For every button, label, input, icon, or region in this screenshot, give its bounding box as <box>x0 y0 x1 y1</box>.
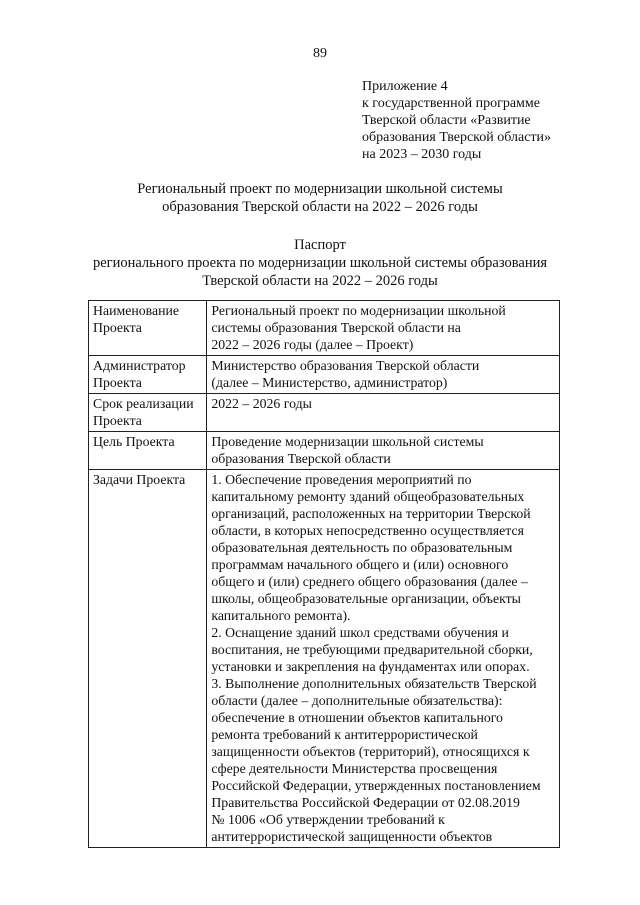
row-label-line: Наименование <box>93 303 179 318</box>
appendix-line: Тверской области «Развитие <box>362 113 531 128</box>
row-value-line: программам начального общего и (или) основного <box>211 557 509 572</box>
page-number: 89 <box>313 46 327 61</box>
appendix-line: Приложение 4 <box>362 79 448 94</box>
row-value-line: школы, общеобразовательные организации, объекты <box>211 591 521 606</box>
row-label-line: Срок реализации <box>93 396 194 411</box>
row-value-line: Региональный проект по модернизации школьной <box>211 303 506 318</box>
table-row <box>89 356 560 394</box>
row-value-line: (далее – Министерство, администратор) <box>211 375 448 390</box>
row-value-cell <box>207 394 560 432</box>
appendix-line: на 2023 – 2030 годы <box>362 147 482 162</box>
row-value-cell <box>207 470 560 848</box>
row-value-line: ремонта требований к антитеррористической <box>211 727 478 742</box>
row-label-line: Администратор <box>93 358 186 373</box>
row-label-cell <box>89 394 207 432</box>
passport-title-line: регионального проекта по модернизации школьной системы образования <box>92 255 548 271</box>
passport-title-line: Тверской области на 2022 – 2026 годы <box>202 273 438 289</box>
passport-title-line: Паспорт <box>294 237 346 253</box>
row-value-line: Министерство образования Тверской области <box>211 358 480 373</box>
passport-table-body <box>89 301 560 848</box>
row-label-line: Проекта <box>93 413 142 428</box>
project-title <box>0 180 640 216</box>
row-value-line: капитального ремонта). <box>211 608 351 623</box>
row-value-line: воспитания, не требующими предварительной сборки, <box>211 642 533 657</box>
row-value-line: области, в которых непосредственно осуществляется <box>211 523 524 538</box>
row-value-line: 1. Обеспечение проведения мероприятий по <box>211 472 472 487</box>
row-value-line: образования Тверской области <box>211 451 391 466</box>
row-value-cell <box>207 432 560 470</box>
row-value-cell <box>207 356 560 394</box>
row-label-line: Задачи Проекта <box>93 472 186 487</box>
table-row <box>89 301 560 356</box>
row-value-line: антитеррористической защищенности объектов <box>211 829 493 844</box>
appendix-line: к государственной программе <box>362 96 540 111</box>
row-label-line: Проекта <box>93 320 142 335</box>
row-label-cell <box>89 432 207 470</box>
row-value-line: образовательная деятельность по образовательным <box>211 540 513 555</box>
row-value-line: общего и (или) среднего общего образования (далее – <box>211 574 528 589</box>
project-title-line: Региональный проект по модернизации школьной системы <box>137 181 503 197</box>
row-label-cell <box>89 470 207 848</box>
row-value-line: Правительства Российской Федерации от 02.08.2019 <box>211 795 520 810</box>
table-row <box>89 470 560 848</box>
row-value-line: капитальному ремонту зданий общеобразовательных <box>211 489 525 504</box>
row-value-line: 2. Оснащение зданий школ средствами обучения и <box>211 625 509 640</box>
row-value-line: Проведение модернизации школьной системы <box>211 434 484 449</box>
project-title-line: образования Тверской области на 2022 – 2026 годы <box>162 199 478 215</box>
row-label-line: Проекта <box>93 375 142 390</box>
passport-table <box>88 300 560 848</box>
row-value-line: организаций, расположенных на территории Тверской <box>211 506 531 521</box>
row-value-line: Российской Федерации, утвержденных постановлением <box>211 778 541 793</box>
table-row <box>89 394 560 432</box>
appendix-line: образования Тверской области» <box>362 130 552 145</box>
row-value-line: системы образования Тверской области на <box>211 320 461 335</box>
row-label-cell <box>89 356 207 394</box>
table-row <box>89 432 560 470</box>
row-value-line: 2022 – 2026 годы <box>211 396 312 411</box>
passport-title <box>0 236 640 290</box>
row-value-line: области (далее – дополнительные обязательства): <box>211 693 503 708</box>
row-value-line: 3. Выполнение дополнительных обязательств Тверской <box>211 676 537 691</box>
row-value-line: 2022 – 2026 годы (далее – Проект) <box>211 337 414 352</box>
row-value-line: защищенности объектов (территорий), относящихся к <box>211 744 530 759</box>
row-value-line: № 1006 «Об утверждении требований к <box>211 812 445 827</box>
row-value-line: сфере деятельности Министерства просвещения <box>211 761 498 776</box>
row-value-cell <box>207 301 560 356</box>
row-label-line: Цель Проекта <box>93 434 175 449</box>
appendix-header <box>362 78 551 163</box>
row-value-line: обеспечение в отношении объектов капитального <box>211 710 503 725</box>
row-label-cell <box>89 301 207 356</box>
row-value-line: установки и закрепления на фундаментах или опорах. <box>211 659 530 674</box>
